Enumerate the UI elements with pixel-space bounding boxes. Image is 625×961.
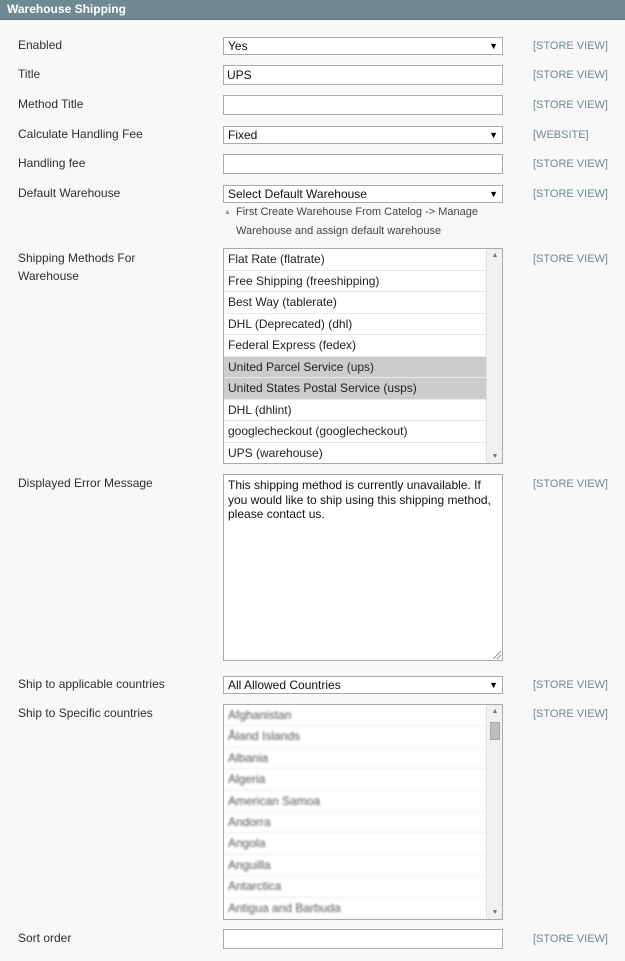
country-option[interactable]: Angola [224,833,486,854]
handling-type-label: Calculate Handling Fee [18,127,143,141]
shipping-method-option[interactable]: DHL (dhlint) [224,400,486,422]
specific-countries-scope: [STORE VIEW] [533,708,608,720]
scrollbar[interactable] [486,249,502,463]
shipping-method-option[interactable]: Free Shipping (freeshipping) [224,271,486,293]
handling-fee-label: Handling fee [18,156,86,170]
handling-type-value: Fixed [228,128,258,142]
method-title-scope: [STORE VIEW] [533,99,608,111]
resize-grip-icon[interactable] [493,651,501,659]
country-option[interactable]: Albania [224,748,486,769]
enabled-select[interactable] [223,37,503,55]
country-option[interactable]: American Samoa [224,791,486,812]
note-line-1: First Create Warehouse From Catelog -> Manage [236,206,478,218]
chevron-down-icon: ▼ [489,189,498,199]
handling-fee-scope: [STORE VIEW] [533,158,608,170]
title-input[interactable]: UPS [223,65,503,85]
sort-order-scope: [STORE VIEW] [533,933,608,945]
handling-type-scope: [WEBSITE] [533,129,589,141]
scroll-up-icon[interactable]: ▲ [491,252,499,259]
method-title-input[interactable] [223,95,503,115]
specific-countries-multiselect[interactable] [223,704,503,920]
enabled-select-value: Yes [228,39,248,53]
error-message-scope: [STORE VIEW] [533,478,608,490]
default-warehouse-scope: [STORE VIEW] [533,188,608,200]
country-option[interactable]: Åland Islands [224,726,486,747]
applicable-countries-scope: [STORE VIEW] [533,679,608,691]
shipping-method-option[interactable]: Best Way (tablerate) [224,292,486,314]
shipping-method-option[interactable]: United Parcel Service (ups) [224,357,486,379]
country-option[interactable]: Antarctica [224,876,486,897]
shipping-method-option[interactable]: DHL (Deprecated) (dhl) [224,314,486,336]
scroll-up-icon[interactable]: ▲ [491,708,499,715]
handling-type-select[interactable] [223,126,503,144]
note-line-2: Warehouse and assign default warehouse [236,225,442,237]
error-message-textarea[interactable] [223,474,503,661]
chevron-down-icon: ▼ [489,41,498,51]
shipping-methods-scope: [STORE VIEW] [533,253,608,265]
chevron-down-icon: ▼ [489,680,498,690]
enabled-label: Enabled [18,38,63,52]
shipping-method-option[interactable]: United States Postal Service (usps) [224,378,486,400]
title-scope: [STORE VIEW] [533,69,608,81]
specific-countries-label: Ship to Specific countries [18,706,153,720]
shipping-methods-label-line-1: Shipping Methods For [18,251,136,265]
shipping-methods-multiselect[interactable] [223,248,503,464]
shipping-method-option[interactable]: Flat Rate (flatrate) [224,249,486,271]
enabled-scope: [STORE VIEW] [533,40,608,52]
method-title-label: Method Title [18,97,84,111]
default-warehouse-label: Default Warehouse [18,186,121,200]
shipping-methods-label-line-2: Warehouse [18,269,79,283]
country-option[interactable]: Antigua and Barbuda [224,898,486,919]
title-label: Title [18,67,41,81]
shipping-method-option[interactable]: googlecheckout (googlecheckout) [224,421,486,443]
country-option[interactable]: Afghanistan [224,705,486,726]
default-warehouse-note [224,203,514,240]
applicable-countries-value: All Allowed Countries [228,678,341,692]
error-message-text: This shipping method is currently unavailable. If you would like to ship using this shipping method, please contact us. [228,478,491,521]
chevron-down-icon: ▼ [489,130,498,140]
scroll-down-icon[interactable]: ▼ [491,453,499,460]
applicable-countries-select[interactable] [223,676,503,694]
section-header[interactable]: Warehouse Shipping [0,0,625,20]
scroll-down-icon[interactable]: ▼ [491,909,499,916]
default-warehouse-value: Select Default Warehouse [228,187,367,201]
sort-order-input[interactable] [223,929,503,949]
country-option[interactable]: Andorra [224,812,486,833]
applicable-countries-label: Ship to applicable countries [18,677,165,691]
default-warehouse-select[interactable] [223,185,503,203]
scrollbar[interactable] [486,705,502,919]
handling-fee-input[interactable] [223,154,503,174]
shipping-method-option[interactable]: Federal Express (fedex) [224,335,486,357]
shipping-method-option[interactable]: UPS (warehouse) [224,443,486,465]
scrollbar-thumb[interactable] [490,722,500,740]
triangle-up-icon: ▲ [224,209,231,216]
sort-order-label: Sort order [18,931,72,945]
country-option[interactable]: Anguilla [224,855,486,876]
country-option[interactable]: Algeria [224,769,486,790]
shipping-methods-label [18,249,135,285]
error-message-label: Displayed Error Message [18,476,153,490]
